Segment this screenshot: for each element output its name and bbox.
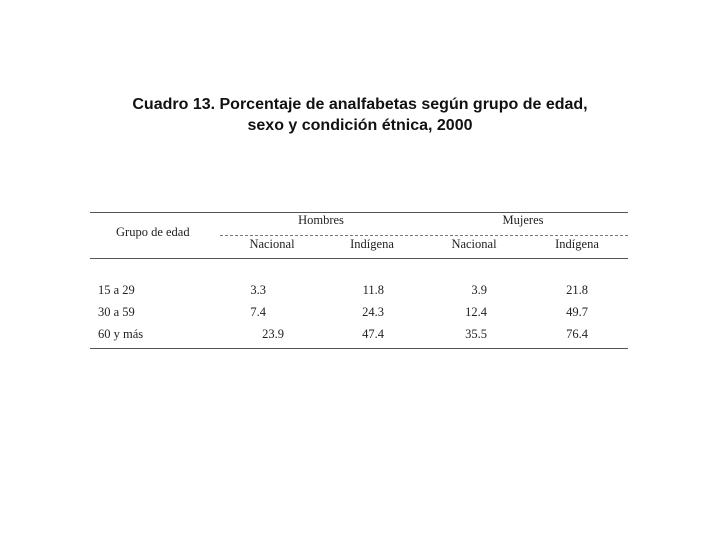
bottom-rule [90,348,628,349]
table-cell: 3.3 [250,283,266,297]
table-cell: 11.8 [362,283,384,297]
illiteracy-table [90,211,628,351]
group-label-hombres: Hombres [298,213,344,227]
header-dashed-rule [220,235,628,236]
table-cell: 49.7 [566,305,588,319]
group-label-mujeres: Mujeres [502,213,544,227]
row-header-label: Grupo de edad [116,225,190,239]
title-line-1: Cuadro 13. Porcentaje de analfabetas según grupo de edad, [132,96,588,113]
table-cell: 24.3 [362,305,384,319]
row-label: 15 a 29 [98,283,135,297]
table-cell: 3.9 [471,283,487,297]
table-title [60,94,660,136]
col-header-mujeres-nacional: Nacional [451,237,497,251]
col-header-mujeres-indigena: Indígena [555,237,599,251]
table-cell: 23.9 [262,327,284,341]
col-header-hombres-indigena: Indígena [350,237,394,251]
top-rule [90,212,628,213]
col-header-hombres-nacional: Nacional [249,237,295,251]
title-line-2: sexo y condición étnica, 2000 [247,117,473,134]
table-cell: 7.4 [250,305,266,319]
table-cell: 12.4 [465,305,487,319]
table-cell: 21.8 [566,283,588,297]
row-label: 60 y más [98,327,144,341]
table-cell: 35.5 [465,327,487,341]
row-label: 30 a 59 [98,305,135,319]
table-cell: 76.4 [566,327,588,341]
table-cell: 47.4 [362,327,384,341]
header-bottom-rule [90,258,628,259]
